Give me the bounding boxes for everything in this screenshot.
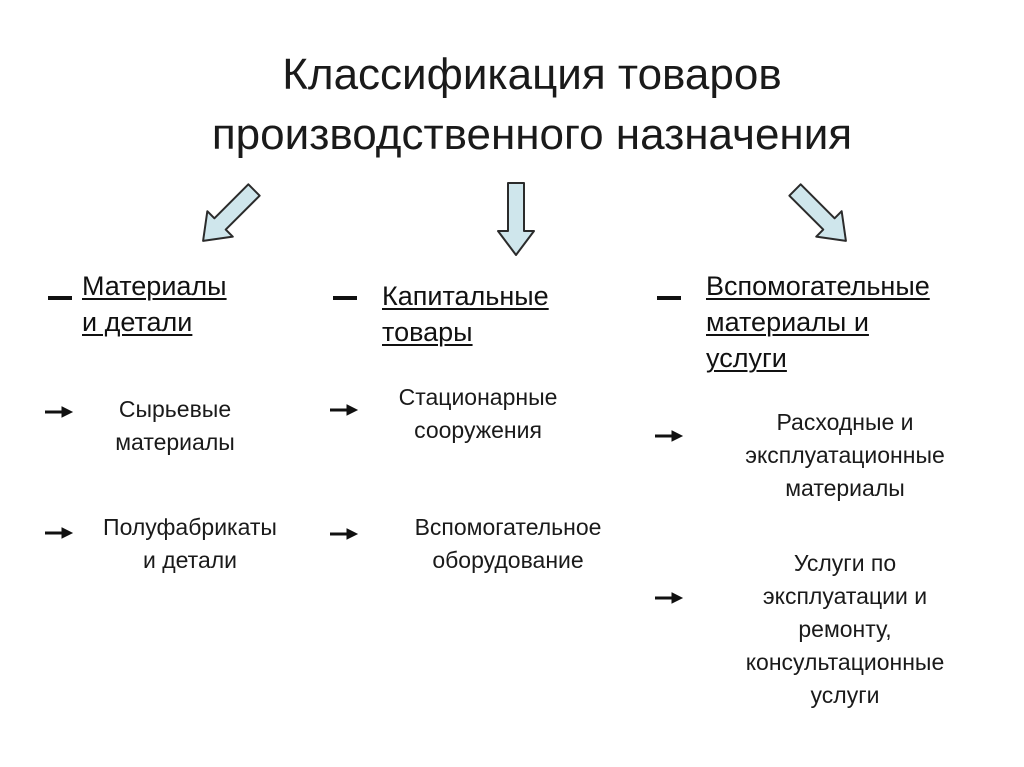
- column-3-item-2: Услуги по эксплуатации и ремонту, консультационные услуги: [745, 550, 945, 708]
- bullet-arrow-icon: [45, 528, 72, 538]
- column-2-item-2: Вспомогательное оборудование: [414, 514, 602, 573]
- column-3-item-1: Расходные и эксплуатационные материалы: [745, 409, 945, 501]
- bullet-arrow-icon: [655, 431, 682, 441]
- column-1-item-1: Сырьевые материалы: [115, 396, 235, 455]
- column-3-heading: Вспомогательные материалы и услуги: [706, 271, 930, 373]
- column-2-heading: Капитальные товары: [382, 281, 549, 347]
- arrow-left-icon: [190, 177, 266, 253]
- bullet-arrow-icon: [655, 593, 682, 603]
- column-2-item-1: Стационарные сооружения: [398, 384, 558, 443]
- title-line-2: производственного назначения: [211, 110, 853, 159]
- arrow-down-icon: [498, 183, 534, 255]
- column-1-heading: Материалы и детали: [82, 271, 227, 337]
- title-line-1: Классификация товаров: [282, 50, 782, 99]
- bullet-arrow-icon: [330, 405, 357, 415]
- arrow-right-icon: [782, 177, 858, 253]
- column-1-item-2: Полуфабрикаты и детали: [103, 514, 277, 573]
- heading-dash: [657, 296, 681, 300]
- heading-dash: [333, 296, 357, 300]
- bullet-arrow-icon: [45, 407, 72, 417]
- bullet-arrow-icon: [330, 529, 357, 539]
- heading-dash: [48, 296, 72, 300]
